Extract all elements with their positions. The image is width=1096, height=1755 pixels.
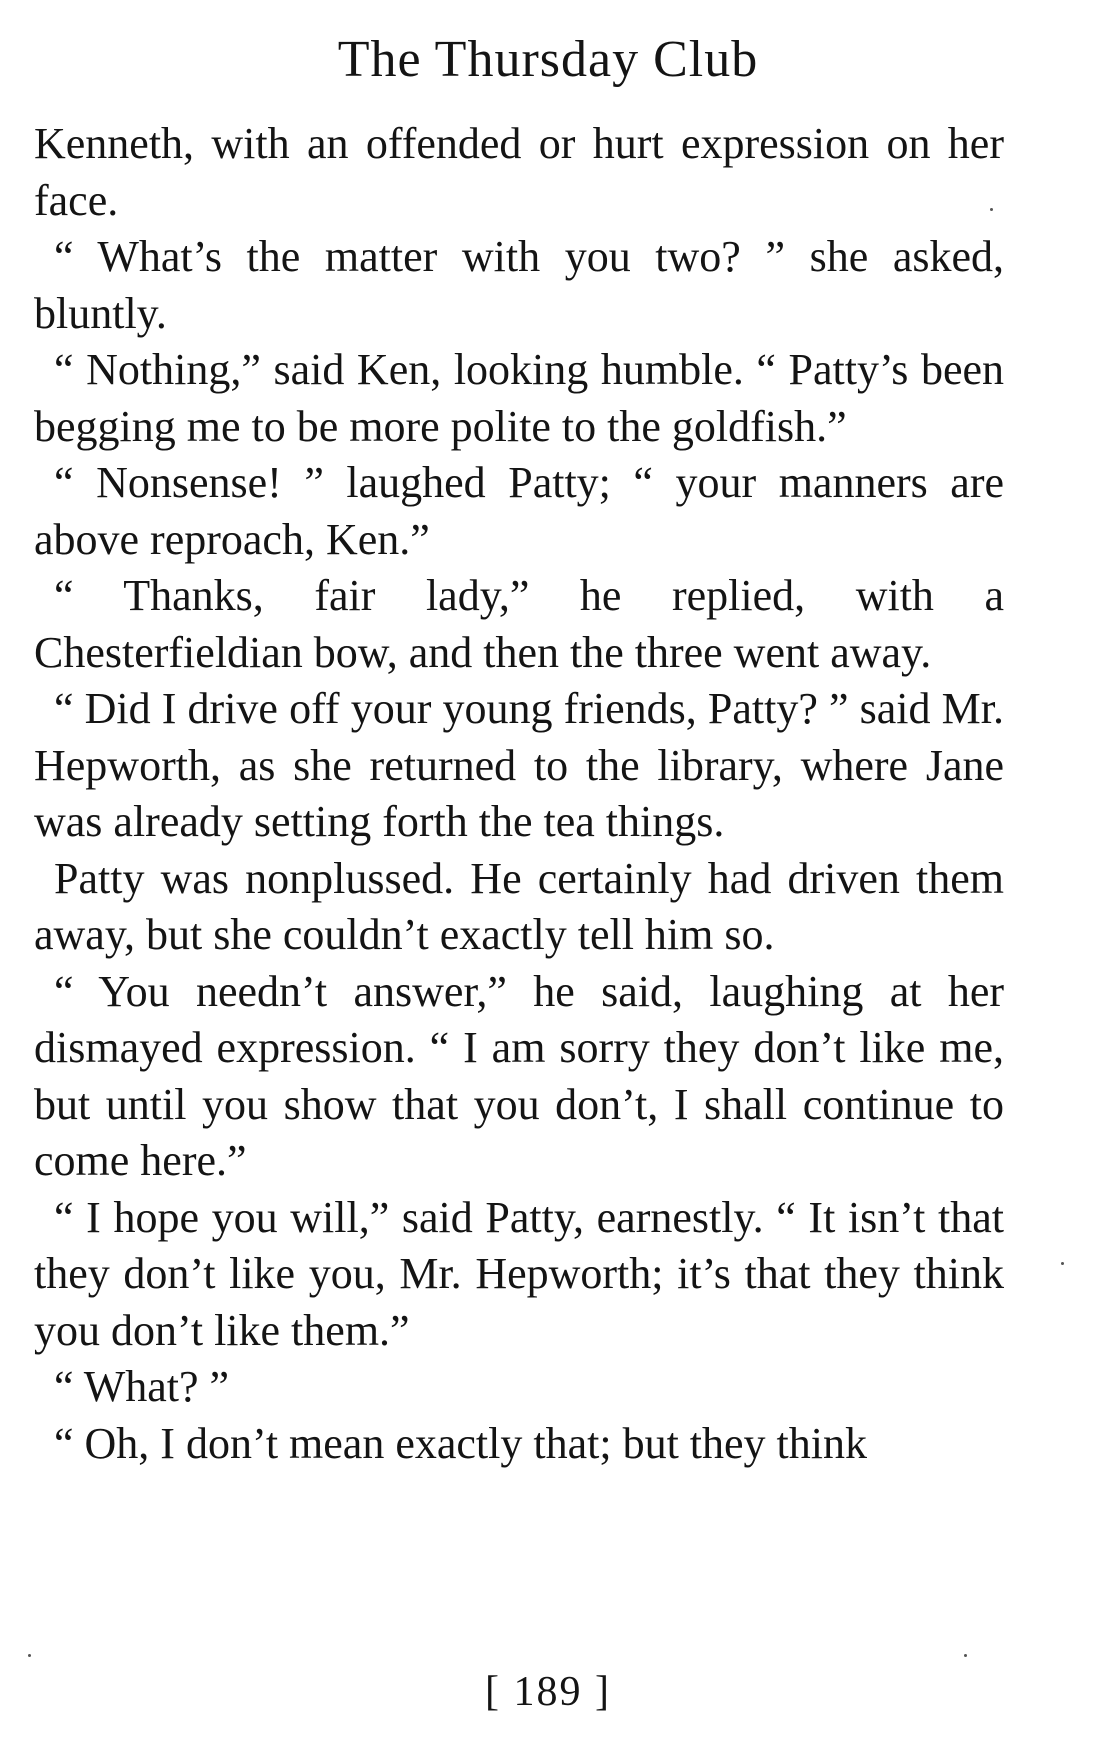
- scan-speck: [28, 1654, 31, 1657]
- paragraph: “ You needn’t answer,” he said, laughing at her dismayed expression. “ I am sorry they don’t like me, but until you show that you don’t, I shall continue to come here.”: [34, 966, 1004, 1185]
- paragraph: “ Thanks, fair lady,” he replied, with a Chesterfieldian bow, and then the three went away.: [34, 571, 1004, 677]
- paragraph: “ What’s the matter with you two? ” she asked, bluntly.: [34, 232, 1004, 338]
- running-title: The Thursday Club: [337, 31, 759, 88]
- page-number: [ 189 ]: [485, 1669, 611, 1715]
- paragraph: “ Nothing,” said Ken, looking humble. “ Patty’s been begging me to be more polite to the goldfish.”: [34, 345, 1004, 451]
- paragraph: Kenneth, with an offended or hurt expression on her face.: [34, 119, 1004, 225]
- paragraph: Patty was nonplussed. He certainly had driven them away, but she couldn’t exactly tell him so.: [34, 853, 1004, 959]
- paragraph: “ What? ”: [54, 1362, 230, 1411]
- scan-speck: [1061, 1262, 1064, 1265]
- paragraph: “ Did I drive off your young friends, Patty? ” said Mr. Hepworth, as she returned to the library, where Jane was already setting forth the tea things.: [34, 684, 1004, 846]
- body-text: [34, 116, 1004, 1472]
- scan-speck: [990, 208, 993, 211]
- paragraph: “ Nonsense! ” laughed Patty; “ your manners are above reproach, Ken.”: [34, 458, 1004, 564]
- paragraph: “ Oh, I don’t mean exactly that; but they think: [54, 1418, 867, 1468]
- scan-speck: [964, 1654, 967, 1657]
- paragraph: “ I hope you will,” said Patty, earnestly. “ It isn’t that they don’t like you, Mr. Hepworth; it’s that they think you don’t like them.”: [34, 1192, 1004, 1355]
